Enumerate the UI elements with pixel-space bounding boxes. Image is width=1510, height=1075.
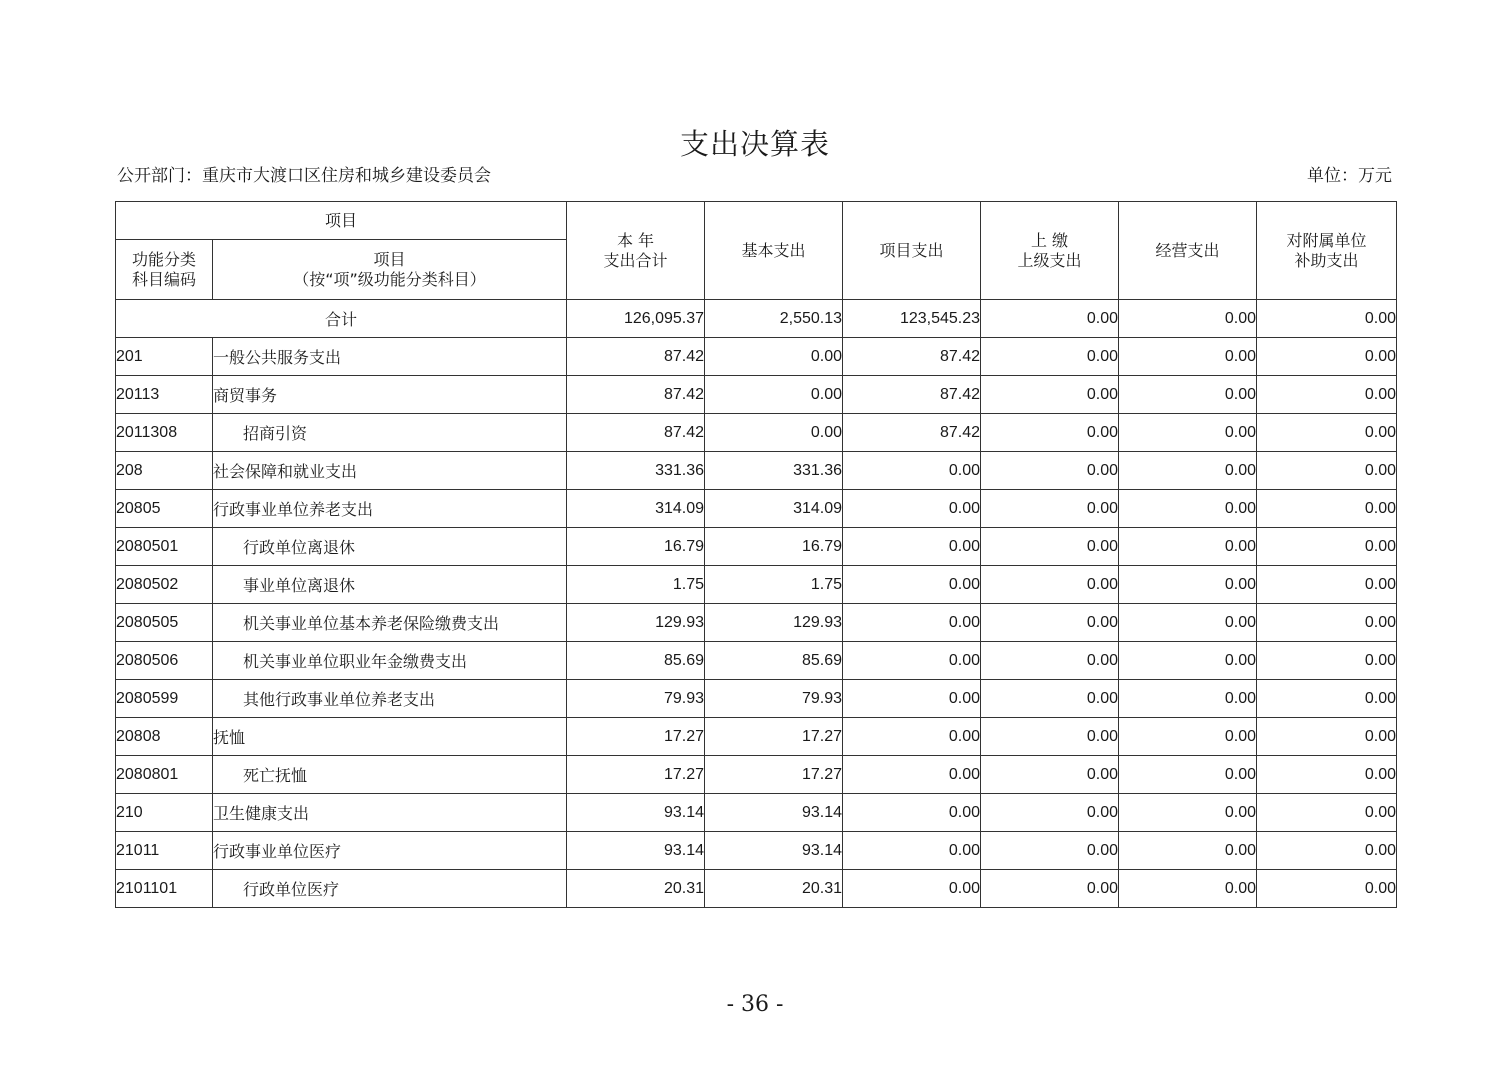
row-value: 79.93 xyxy=(567,680,705,718)
header-name: 项目 （按“项”级功能分类科目） xyxy=(213,240,567,300)
row-value: 0.00 xyxy=(981,528,1119,566)
row-value: 0.00 xyxy=(1257,566,1397,604)
row-value: 0.00 xyxy=(1119,338,1257,376)
row-name: 机关事业单位职业年金缴费支出 xyxy=(213,642,567,680)
row-value: 0.00 xyxy=(1119,604,1257,642)
row-value: 0.00 xyxy=(843,832,981,870)
total-label: 合计 xyxy=(116,300,567,338)
row-value: 0.00 xyxy=(705,338,843,376)
row-code: 20808 xyxy=(116,718,213,756)
row-value: 0.00 xyxy=(1257,756,1397,794)
row-value: 0.00 xyxy=(981,642,1119,680)
row-value: 93.14 xyxy=(567,794,705,832)
header-business: 经营支出 xyxy=(1119,202,1257,300)
row-name: 社会保障和就业支出 xyxy=(213,452,567,490)
row-value: 0.00 xyxy=(981,490,1119,528)
row-value: 0.00 xyxy=(981,414,1119,452)
row-value: 0.00 xyxy=(843,604,981,642)
row-value: 0.00 xyxy=(981,756,1119,794)
header-item-group: 项目 xyxy=(116,202,567,240)
page-number: - 36 - xyxy=(726,992,784,1017)
header-project: 项目支出 xyxy=(843,202,981,300)
row-value: 16.79 xyxy=(705,528,843,566)
department-label: 公开部门：重庆市大渡口区住房和城乡建设委员会 xyxy=(117,166,491,186)
row-value: 0.00 xyxy=(843,566,981,604)
row-value: 0.00 xyxy=(705,414,843,452)
row-code: 208 xyxy=(116,452,213,490)
row-value: 0.00 xyxy=(1257,604,1397,642)
row-value: 0.00 xyxy=(1119,870,1257,908)
row-value: 0.00 xyxy=(1257,490,1397,528)
row-value: 17.27 xyxy=(705,718,843,756)
row-value: 314.09 xyxy=(705,490,843,528)
row-value: 0.00 xyxy=(1257,680,1397,718)
row-name: 行政事业单位养老支出 xyxy=(213,490,567,528)
page-title: 支出决算表 xyxy=(679,127,830,161)
row-value: 0.00 xyxy=(843,794,981,832)
total-cell: 0.00 xyxy=(981,300,1119,338)
row-name: 一般公共服务支出 xyxy=(213,338,567,376)
table-row xyxy=(116,832,1397,870)
row-value: 129.93 xyxy=(567,604,705,642)
row-value: 331.36 xyxy=(705,452,843,490)
total-cell: 2,550.13 xyxy=(705,300,843,338)
row-code: 2011308 xyxy=(116,414,213,452)
row-name: 行政单位离退休 xyxy=(213,528,567,566)
row-value: 87.42 xyxy=(567,414,705,452)
row-value: 0.00 xyxy=(981,680,1119,718)
row-value: 0.00 xyxy=(843,528,981,566)
row-value: 0.00 xyxy=(843,642,981,680)
row-value: 1.75 xyxy=(567,566,705,604)
row-value: 0.00 xyxy=(1119,680,1257,718)
row-value: 93.14 xyxy=(567,832,705,870)
row-name: 招商引资 xyxy=(213,414,567,452)
row-name: 行政单位医疗 xyxy=(213,870,567,908)
row-value: 93.14 xyxy=(705,832,843,870)
table-row xyxy=(116,566,1397,604)
row-code: 2080506 xyxy=(116,642,213,680)
row-value: 20.31 xyxy=(705,870,843,908)
row-value: 0.00 xyxy=(843,452,981,490)
row-value: 79.93 xyxy=(705,680,843,718)
row-value: 85.69 xyxy=(567,642,705,680)
total-cell: 0.00 xyxy=(1257,300,1397,338)
row-code: 2080501 xyxy=(116,528,213,566)
row-name: 抚恤 xyxy=(213,718,567,756)
row-value: 0.00 xyxy=(981,832,1119,870)
row-value: 0.00 xyxy=(1119,718,1257,756)
row-value: 0.00 xyxy=(1119,528,1257,566)
header-upper: 上 缴 上级支出 xyxy=(981,202,1119,300)
row-value: 17.27 xyxy=(567,756,705,794)
table-row xyxy=(116,338,1397,376)
row-value: 20.31 xyxy=(567,870,705,908)
row-value: 85.69 xyxy=(705,642,843,680)
row-code: 2080505 xyxy=(116,604,213,642)
row-code: 2101101 xyxy=(116,870,213,908)
row-value: 93.14 xyxy=(705,794,843,832)
row-value: 0.00 xyxy=(981,870,1119,908)
row-name: 商贸事务 xyxy=(213,376,567,414)
row-value: 87.42 xyxy=(567,376,705,414)
row-value: 0.00 xyxy=(843,680,981,718)
row-value: 0.00 xyxy=(1257,338,1397,376)
row-value: 0.00 xyxy=(981,566,1119,604)
table-row xyxy=(116,680,1397,718)
row-value: 331.36 xyxy=(567,452,705,490)
row-value: 0.00 xyxy=(1257,414,1397,452)
row-value: 0.00 xyxy=(1257,528,1397,566)
row-name: 其他行政事业单位养老支出 xyxy=(213,680,567,718)
row-name: 卫生健康支出 xyxy=(213,794,567,832)
header-basic: 基本支出 xyxy=(705,202,843,300)
row-value: 87.42 xyxy=(567,338,705,376)
row-value: 0.00 xyxy=(1257,832,1397,870)
row-value: 17.27 xyxy=(705,756,843,794)
table-row xyxy=(116,756,1397,794)
table-row xyxy=(116,718,1397,756)
row-value: 0.00 xyxy=(1119,832,1257,870)
row-code: 210 xyxy=(116,794,213,832)
row-code: 21011 xyxy=(116,832,213,870)
row-value: 0.00 xyxy=(1119,414,1257,452)
row-value: 314.09 xyxy=(567,490,705,528)
table-row xyxy=(116,528,1397,566)
row-name: 死亡抚恤 xyxy=(213,756,567,794)
row-code: 20113 xyxy=(116,376,213,414)
row-value: 17.27 xyxy=(567,718,705,756)
row-code: 2080599 xyxy=(116,680,213,718)
row-code: 20805 xyxy=(116,490,213,528)
row-value: 0.00 xyxy=(981,794,1119,832)
row-value: 87.42 xyxy=(843,376,981,414)
row-value: 0.00 xyxy=(1257,870,1397,908)
row-value: 0.00 xyxy=(981,376,1119,414)
table-row xyxy=(116,870,1397,908)
row-value: 0.00 xyxy=(843,718,981,756)
table-row xyxy=(116,642,1397,680)
row-value: 0.00 xyxy=(1257,794,1397,832)
table-row xyxy=(116,794,1397,832)
row-value: 0.00 xyxy=(981,338,1119,376)
row-value: 0.00 xyxy=(843,756,981,794)
row-name: 事业单位离退休 xyxy=(213,566,567,604)
row-value: 0.00 xyxy=(1119,756,1257,794)
row-value: 0.00 xyxy=(1119,490,1257,528)
expenditure-table xyxy=(115,201,1397,908)
row-code: 201 xyxy=(116,338,213,376)
row-value: 0.00 xyxy=(1257,718,1397,756)
row-value: 1.75 xyxy=(705,566,843,604)
row-name: 行政事业单位医疗 xyxy=(213,832,567,870)
row-value: 0.00 xyxy=(1119,794,1257,832)
total-row xyxy=(116,300,1397,338)
row-value: 129.93 xyxy=(705,604,843,642)
row-value: 0.00 xyxy=(1257,376,1397,414)
row-value: 0.00 xyxy=(1119,642,1257,680)
unit-label: 单位：万元 xyxy=(1307,166,1392,186)
row-value: 87.42 xyxy=(843,414,981,452)
row-value: 0.00 xyxy=(1119,566,1257,604)
total-cell: 123,545.23 xyxy=(843,300,981,338)
row-code: 2080502 xyxy=(116,566,213,604)
total-cell: 126,095.37 xyxy=(567,300,705,338)
row-value: 0.00 xyxy=(981,604,1119,642)
row-name: 机关事业单位基本养老保险缴费支出 xyxy=(213,604,567,642)
row-value: 87.42 xyxy=(843,338,981,376)
row-value: 0.00 xyxy=(1119,376,1257,414)
table-row xyxy=(116,452,1397,490)
header-code: 功能分类 科目编码 xyxy=(116,240,213,300)
row-value: 16.79 xyxy=(567,528,705,566)
row-value: 0.00 xyxy=(1257,642,1397,680)
row-value: 0.00 xyxy=(981,718,1119,756)
row-value: 0.00 xyxy=(705,376,843,414)
header-total: 本 年 支出合计 xyxy=(567,202,705,300)
header-subsidy: 对附属单位 补助支出 xyxy=(1257,202,1397,300)
total-cell: 0.00 xyxy=(1119,300,1257,338)
row-value: 0.00 xyxy=(843,870,981,908)
row-code: 2080801 xyxy=(116,756,213,794)
table-row xyxy=(116,490,1397,528)
row-value: 0.00 xyxy=(1119,452,1257,490)
row-value: 0.00 xyxy=(981,452,1119,490)
row-value: 0.00 xyxy=(1257,452,1397,490)
table-row xyxy=(116,604,1397,642)
table-row xyxy=(116,376,1397,414)
row-value: 0.00 xyxy=(843,490,981,528)
table-row xyxy=(116,414,1397,452)
